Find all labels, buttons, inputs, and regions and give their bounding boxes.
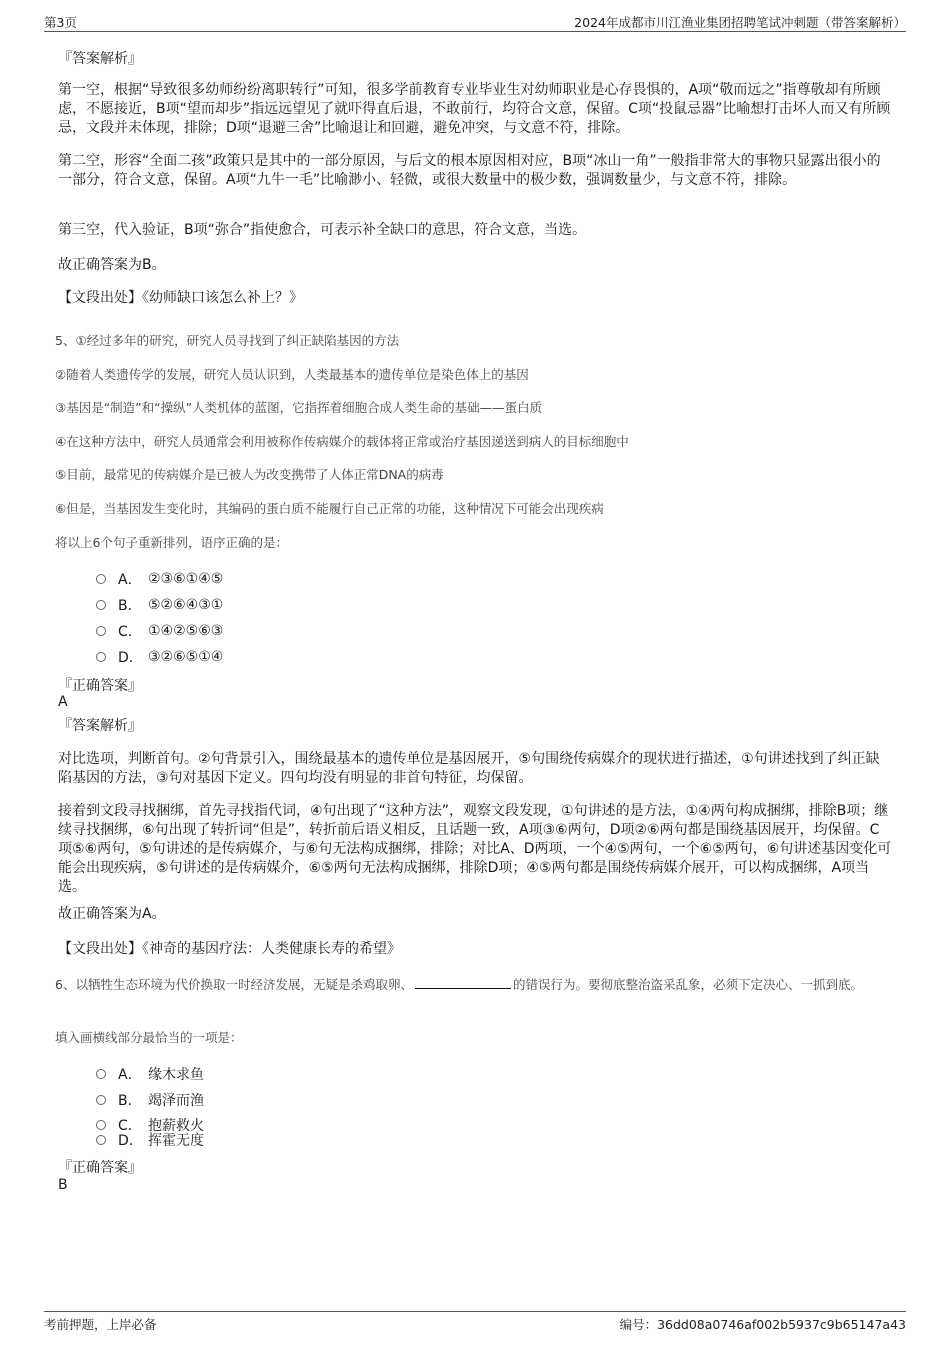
analysis-label: 『答案解析』	[58, 51, 142, 67]
answer-conclusion: 故正确答案为A。	[58, 906, 166, 922]
option-d[interactable]	[96, 647, 223, 667]
analysis-paragraph: 接着到文段寻找捆绑，首先寻找指代词，④句出现了“这种方法”，观察文段发现，①句讲述的是方法，①④两句构成捆绑，排除B项；继续寻找捆绑，⑥句出现了转折词“但是”，转折前后语义相反，且话题一致，A项③⑥两句，D项②⑥两句都是围绕基因展开，均保留。C项⑤⑥两句，⑤句讲述的是传病媒介，与⑥句无法构成捆绑，排除；对比A、D两项，一个④⑤两句，一个⑥⑤两句，⑥句讲述基因变化可能会出现疾病，⑤句讲述的是传病媒介，⑥⑤两句无法构成捆绑，排除D项；④⑤两句都是围绕传病媒介展开，可以构成捆绑，A项当选。	[58, 803, 892, 895]
option-letter: B．	[118, 1093, 142, 1109]
source-citation: 【文段出处】《幼师缺口该怎么补上？》	[58, 290, 303, 306]
radio-button[interactable]	[96, 1135, 106, 1145]
option-text: 挥霍无度	[148, 1133, 204, 1149]
radio-button[interactable]	[96, 626, 106, 636]
option-a[interactable]	[96, 1064, 204, 1084]
option-text: ⑤②⑥④③①	[148, 597, 224, 613]
option-letter: D．	[118, 650, 143, 666]
radio-button[interactable]	[96, 1120, 106, 1130]
footer-slogan: 考前押题，上岸必备	[44, 1317, 157, 1332]
correct-answer-label: 『正确答案』	[58, 678, 142, 694]
option-text: ①④②⑤⑥③	[148, 623, 224, 639]
document-title: 2024年成都市川江渔业集团招聘笔试冲刺题（带答案解析）	[574, 15, 906, 30]
question-sentence: ⑥但是，当基因发生变化时，其编码的蛋白质不能履行自己正常的功能，这种情况下可能会出现疾病	[55, 501, 604, 516]
header-divider	[44, 31, 906, 32]
option-letter: C．	[118, 624, 142, 640]
option-b[interactable]	[96, 595, 223, 615]
analysis-paragraph: 第三空，代入验证，B项“弥合”指使愈合，可表示补全缺口的意思，符合文意，当选。	[58, 222, 587, 238]
radio-button[interactable]	[96, 574, 106, 584]
question-sentence: ④在这种方法中，研究人员通常会利用被称作传病媒介的载体将正常或治疗基因递送到病人的目标细胞中	[55, 434, 629, 449]
option-a[interactable]	[96, 569, 223, 589]
question-sentence: ⑤目前，最常见的传病媒介是已被人为改变携带了人体正常DNA的病毒	[55, 467, 444, 482]
document-id: 编号：36dd08a0746af002b5937c9b65147a43	[619, 1317, 906, 1332]
option-text: 竭泽而渔	[148, 1093, 204, 1109]
question-sentence: ②随着人类遗传学的发展，研究人员认识到，人类最基本的遗传单位是染色体上的基因	[55, 367, 529, 382]
analysis-paragraph: 第二空，形容“全面二孩”政策只是其中的一部分原因，与后文的根本原因相对应，B项“冰山一角”一般指非常大的事物只显露出很小的一部分，符合文意，保留。A项“九牛一毛”比喻渺小、轻微，或很大数量中的极少数，强调数量少，与文意不符，排除。	[58, 153, 881, 188]
question-stem-after: 的错误行为。要彻底整治盗采乱象，必须下定决心、一抓到底。	[512, 977, 863, 992]
page-number: 第3页	[44, 15, 77, 30]
radio-button[interactable]	[96, 652, 106, 662]
correct-answer: A	[58, 694, 68, 710]
question-prompt: 将以上6个句子重新排列，语序正确的是：	[55, 535, 288, 550]
fill-in-blank	[415, 976, 511, 989]
radio-button[interactable]	[96, 1095, 106, 1105]
source-citation: 【文段出处】《神奇的基因疗法：人类健康长寿的希望》	[58, 941, 401, 957]
answer-conclusion: 故正确答案为B。	[58, 257, 166, 273]
option-text: ③②⑥⑤①④	[148, 649, 224, 665]
question-sentence: ③基因是“制造”和“操纵”人类机体的蓝图，它指挥着细胞合成人类生命的基础——蛋白质	[55, 400, 543, 415]
correct-answer-label: 『正确答案』	[58, 1160, 142, 1176]
question-stem-before: 6、以牺牲生态环境为代价换取一时经济发展，无疑是杀鸡取卵、	[55, 977, 413, 992]
footer-divider	[44, 1311, 906, 1312]
radio-button[interactable]	[96, 600, 106, 610]
option-c[interactable]	[96, 621, 223, 641]
question-stem	[55, 976, 895, 993]
question-prompt: 填入画横线部分最恰当的一项是：	[55, 1030, 243, 1045]
option-d[interactable]	[96, 1130, 204, 1150]
analysis-paragraph: 对比选项，判断首句。②句背景引入，围绕最基本的遗传单位是基因展开，⑤句围绕传病媒介的现状进行描述，①句讲述找到了纠正缺陷基因的方法，③句对基因下定义。四句均没有明显的非首句特征，均保留。	[58, 751, 880, 786]
option-text: 抱薪救火	[148, 1118, 204, 1134]
option-letter: A．	[118, 1067, 142, 1083]
question-sentence: 5、①经过多年的研究，研究人员寻找到了纠正缺陷基因的方法	[55, 333, 400, 348]
option-letter: C．	[118, 1118, 142, 1134]
option-b[interactable]	[96, 1090, 204, 1110]
option-text: ②③⑥①④⑤	[148, 571, 224, 587]
option-text: 缘木求鱼	[148, 1067, 204, 1083]
analysis-label: 『答案解析』	[58, 718, 142, 734]
correct-answer: B	[58, 1177, 68, 1193]
radio-button[interactable]	[96, 1069, 106, 1079]
analysis-paragraph: 第一空，根据“导致很多幼师纷纷离职转行”可知，很多学前教育专业毕业生对幼师职业是心存畏惧的，A项“敬而远之”指尊敬却有所顾虑，不愿接近，B项“望而却步”指远远望见了就吓得直后退，不敢前行，均符合文意，保留。C项“投鼠忌器”比喻想打击坏人而又有所顾忌，文段并未体现，排除；D项“退避三舍”比喻退让和回避，避免冲突，与文意不符，排除。	[58, 82, 891, 136]
option-letter: B．	[118, 598, 142, 614]
option-letter: D．	[118, 1133, 143, 1149]
option-letter: A．	[118, 572, 142, 588]
